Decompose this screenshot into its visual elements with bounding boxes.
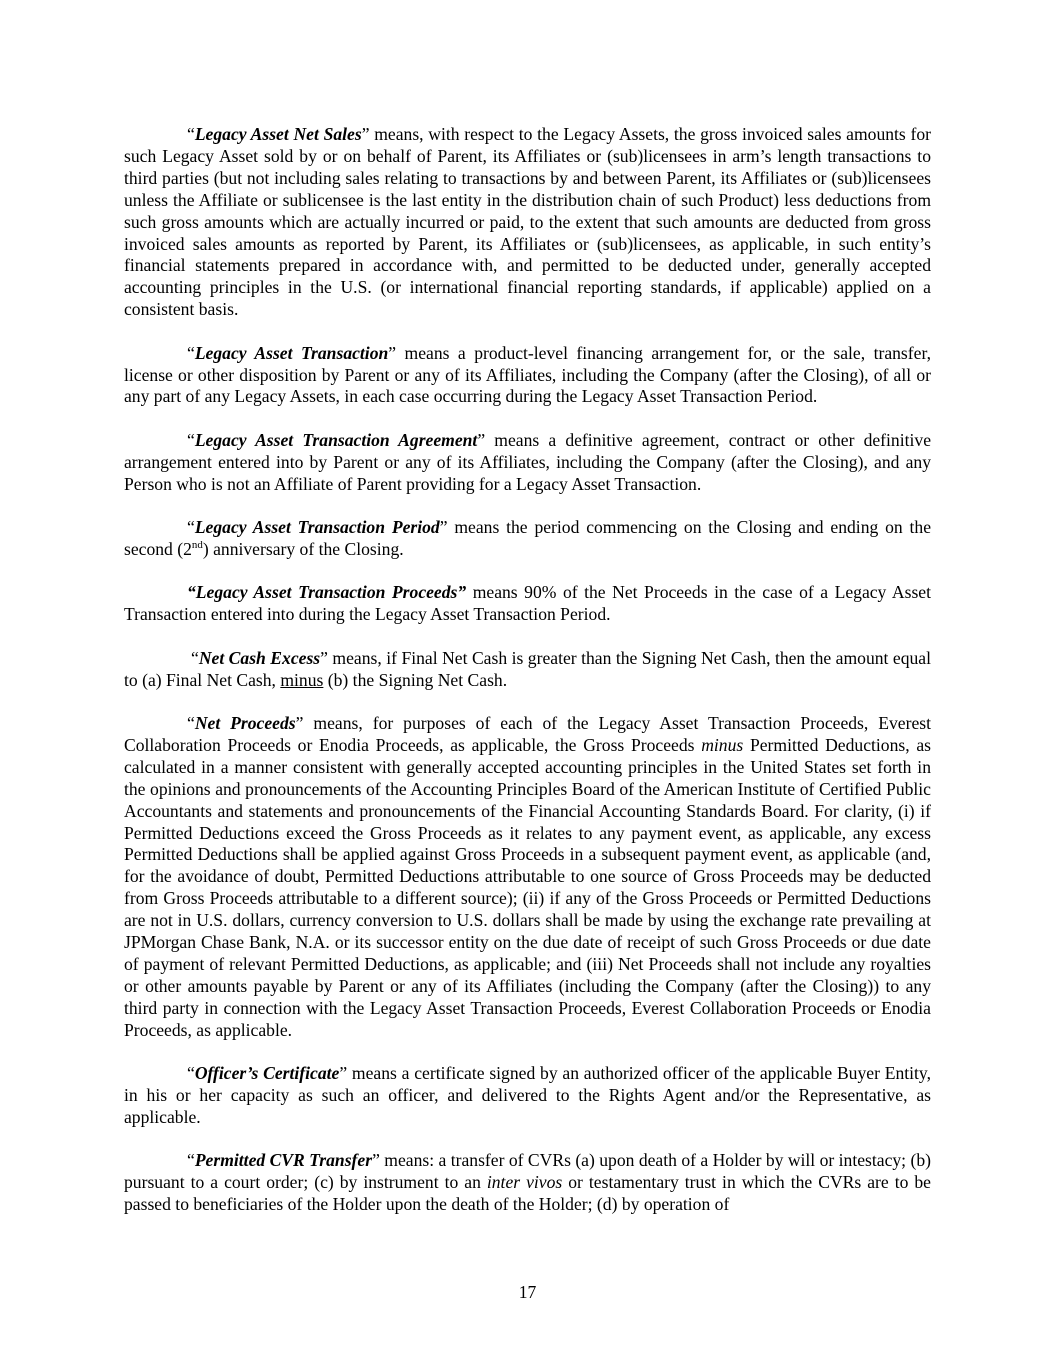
open-quote: “ xyxy=(187,342,195,363)
definition-officers-certificate xyxy=(124,1063,931,1129)
close-quote: ” xyxy=(388,342,397,363)
open-quote: “ xyxy=(187,124,195,144)
open-quote: “ xyxy=(187,713,195,734)
definition-net-proceeds xyxy=(124,713,931,1042)
definition-text-continued: Permitted Deductions, as calculated in a manner consistent with generally accepted accounting principles in the United States set forth in the opinions and pronouncements of the Accounting Principles Board of the American Institute of Certified Public Accountants and statements and pronouncements of the Financial Accounting Standards Board. For clarity, (i) if Permitted Deductions exceed the Gross Proceeds as it relates to any payment event, as applicable, any excess Permitted Deductions shall be applied against Gross Proceeds in a subsequent payment event, as applicable (and, for the avoidance of doubt, Permitted Deductions attributable to one source of Gross Proceeds may be deducted from Gross Proceeds attributable to a different source); (ii) if any of the Gross Proceeds or Permitted Deductions are not in U.S. dollars, currency conversion to U.S. dollars shall be made by using the exchange rate prevailing at JPMorgan Chase Bank, N.A. or its successor entity on the due date of receipt of such Gross Proceeds or due date of payment of relevant Permitted Deductions, as applicable; and (iii) Net Proceeds shall not include any royalties or other amounts payable by Parent or any of its Affiliates (including the Company (after the Closing)) to any third party in connection with the Legacy Asset Transaction Proceeds, Everest Collaboration Proceeds or Enodia Proceeds, as applicable. xyxy=(124,734,931,1040)
defined-term: Legacy Asset Net Sales xyxy=(194,124,362,144)
definition-text: means: a transfer of CVRs (a) upon death of a Holder by will or intestacy; (b) pursuant to a court order; (c) by instrument to an xyxy=(124,1150,931,1193)
page-number: 17 xyxy=(518,1282,537,1302)
defined-term: Legacy Asset Transaction Agreement xyxy=(194,429,478,450)
definition-legacy-asset-transaction-proceeds xyxy=(124,582,931,626)
definition-text: means a product-level financing arrangement for, or the sale, transfer, license or other disposition by Parent or any of its Affiliates, including the Company (after the Closing), of all or any part of any Legacy Assets, in each case occurring during the Legacy Asset Transaction Period. xyxy=(124,342,931,407)
close-quote: ” xyxy=(361,124,370,144)
definition-text: means, for purposes of each of the Legacy Asset Transaction Proceeds, Everest Collaboration Proceeds or Enodia Proceeds, as applicable, the Gross Proceeds xyxy=(124,713,932,755)
defined-term: Legacy Asset Transaction xyxy=(194,342,389,363)
open-quote: “ xyxy=(187,1150,195,1171)
definition-text: means a definitive agreement, contract or other definitive arrangement entered into by Parent or any of its Affiliates, including the Company (after the Closing), and any Person who is not an Affiliate of Parent providing for a Legacy Asset Transaction. xyxy=(124,429,931,494)
defined-term: Net Proceeds xyxy=(194,713,296,734)
ordinal-superscript: nd xyxy=(191,539,203,552)
close-quote: ” xyxy=(477,429,486,450)
defined-term: Legacy Asset Transaction Period xyxy=(194,517,440,538)
close-quote: ” xyxy=(320,647,328,668)
definition-legacy-asset-transaction-period xyxy=(124,517,931,561)
close-quote: ” xyxy=(339,1063,348,1084)
definition-text-continued: or testamentary trust in which the CVRs are to be passed to beneficiaries of the Holder upon the death of the Holder; (d) by operation of xyxy=(124,1172,931,1215)
open-quote: “ xyxy=(187,517,195,538)
definition-text: means a certificate signed by an authorized officer of the applicable Buyer Entity, in his or her capacity as such an officer, and delivered to the Rights Agent and/or the Representative, as applicable. xyxy=(124,1063,931,1127)
italic-word: minus xyxy=(701,734,744,755)
definition-text-continued: ) anniversary of the Closing. xyxy=(202,539,404,559)
definition-legacy-asset-net-sales xyxy=(124,124,931,321)
defined-term: Permitted CVR Transfer xyxy=(194,1150,373,1171)
definition-text: means the period commencing on the Closing and ending on the second (2 xyxy=(124,517,932,559)
italic-phrase: inter vivos xyxy=(486,1172,563,1193)
definition-permitted-cvr-transfer xyxy=(124,1150,931,1216)
open-quote: “ xyxy=(191,647,199,668)
definition-legacy-asset-transaction-agreement xyxy=(124,430,931,496)
definition-text: means, with respect to the Legacy Assets, the gross invoiced sales amounts for such Legacy Asset sold by or on behalf of Parent, its Affiliates or (sub)licensees in arm’s length transactions to third parties (but not including sales relating to transactions by and between Parent, its Affiliates or (sub)licensees unless the Affiliate or sublicensee is the last entity in the distribution chain of such Product) less deductions from such gross amounts which are actually incurred or paid, to the extent that such amounts are deducted from gross invoiced sales amounts as reported by Parent, its Affiliates or (sub)licensees, as applicable, in such entity’s financial statements prepared in accordance with, and permitted to be deducted under, generally accepted accounting principles in the U.S. (or international financial reporting standards, if applicable) applied on a consistent basis. xyxy=(124,124,931,320)
definition-text-continued: (b) the Signing Net Cash. xyxy=(323,669,508,690)
definition-text: means 90% of the Net Proceeds in the case of a Legacy Asset Transaction entered into during the Legacy Asset Transaction Period. xyxy=(124,582,931,625)
open-quote: “ xyxy=(187,429,195,450)
close-quote: ” xyxy=(295,713,304,734)
definition-legacy-asset-transaction xyxy=(124,343,931,409)
close-quote: ” xyxy=(439,517,448,538)
definition-text: means, if Final Net Cash is greater than the Signing Net Cash, then the amount equal to (a) Final Net Cash, xyxy=(124,647,931,690)
underlined-word: minus xyxy=(280,669,324,690)
open-quote: “ xyxy=(187,1063,195,1084)
defined-term: Net Cash Excess xyxy=(198,647,321,668)
close-quote: ” xyxy=(372,1150,380,1171)
definition-net-cash-excess xyxy=(124,648,931,692)
document-body xyxy=(124,124,931,1238)
defined-term: Officer’s Certificate xyxy=(194,1063,340,1084)
defined-term: “Legacy Asset Transaction Proceeds” xyxy=(187,582,467,603)
